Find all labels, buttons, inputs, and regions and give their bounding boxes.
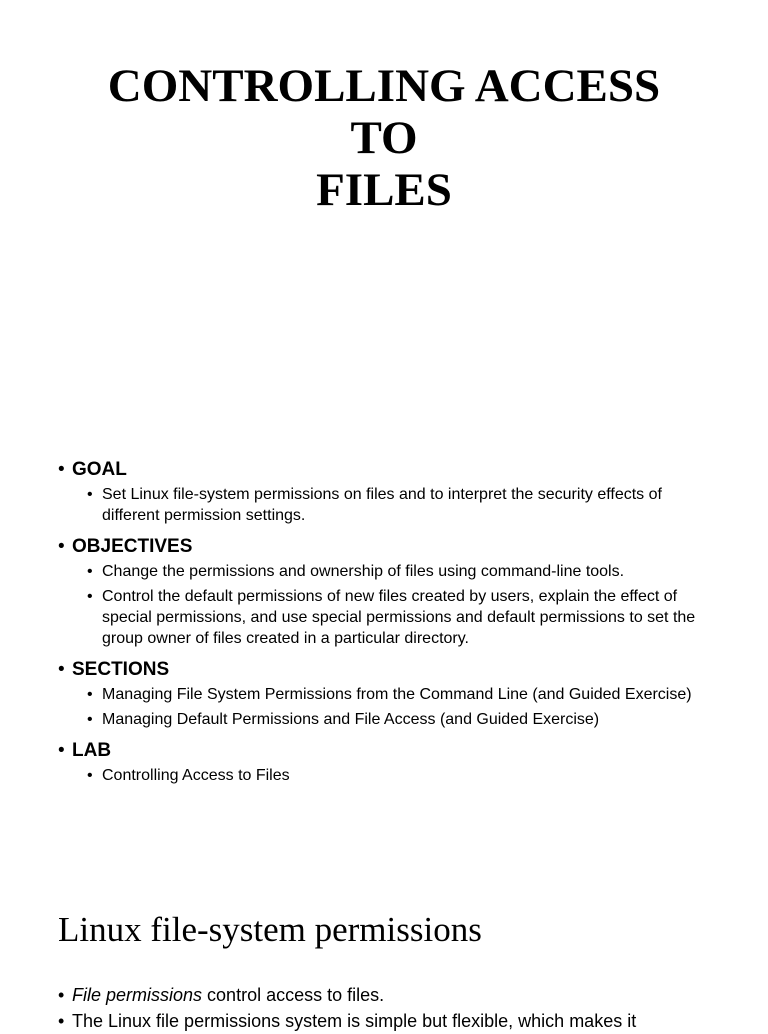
- emphasis-term: File permissions: [72, 985, 203, 1005]
- outline-list: [58, 456, 718, 793]
- bullet-icon: •: [87, 711, 93, 728]
- bullet-icon: •: [58, 459, 65, 480]
- title-line-2: TO: [350, 112, 418, 164]
- bullet-icon: •: [87, 563, 93, 580]
- section-heading: OBJECTIVES: [72, 536, 193, 557]
- title-line-1: CONTROLLING ACCESS: [107, 60, 661, 112]
- section-heading: GOAL: [72, 459, 127, 480]
- bullet-icon: •: [87, 686, 93, 703]
- slide-2-title: Linux file-system permissions: [58, 910, 482, 949]
- list-item: • The Linux file permissions system is simple but flexible, which makes it: [58, 1008, 718, 1034]
- bullet-icon: •: [58, 985, 65, 1005]
- list-item: • Set Linux file-system permissions on files and to interpret the security effects of different permission settings.: [87, 486, 662, 524]
- section-objectives: [58, 533, 718, 649]
- bullet-icon: •: [58, 659, 65, 680]
- list-item: • Controlling Access to Files: [87, 767, 290, 784]
- list-item: • Change the permissions and ownership of files using command-line tools.: [87, 563, 625, 580]
- bullet-icon: •: [58, 1011, 65, 1031]
- section-heading: LAB: [72, 740, 112, 761]
- list-item: • File permissions control access to files.: [58, 982, 718, 1008]
- bullet-icon: •: [58, 740, 65, 761]
- list-item: • Control the default permissions of new files created by users, explain the effect of special permissions, and use special permissions and default permissions to set the group owner of files created in a particular directory.: [87, 588, 696, 647]
- list-item: • Managing Default Permissions and File Access (and Guided Exercise): [87, 711, 600, 728]
- bullet-icon: •: [87, 767, 93, 784]
- bullet-icon: •: [87, 588, 93, 605]
- section-lab: [58, 737, 718, 786]
- bullet-icon: •: [58, 536, 65, 557]
- section-goal: [58, 456, 718, 526]
- section-heading: SECTIONS: [72, 659, 170, 680]
- bullet-icon: •: [87, 486, 93, 503]
- list-item: • Managing File System Permissions from the Command Line (and Guided Exercise): [87, 686, 692, 703]
- slide-2-bullet-list: [58, 982, 718, 1034]
- title-line-3: FILES: [316, 164, 452, 216]
- section-sections: [58, 656, 718, 730]
- page-title: [0, 60, 768, 216]
